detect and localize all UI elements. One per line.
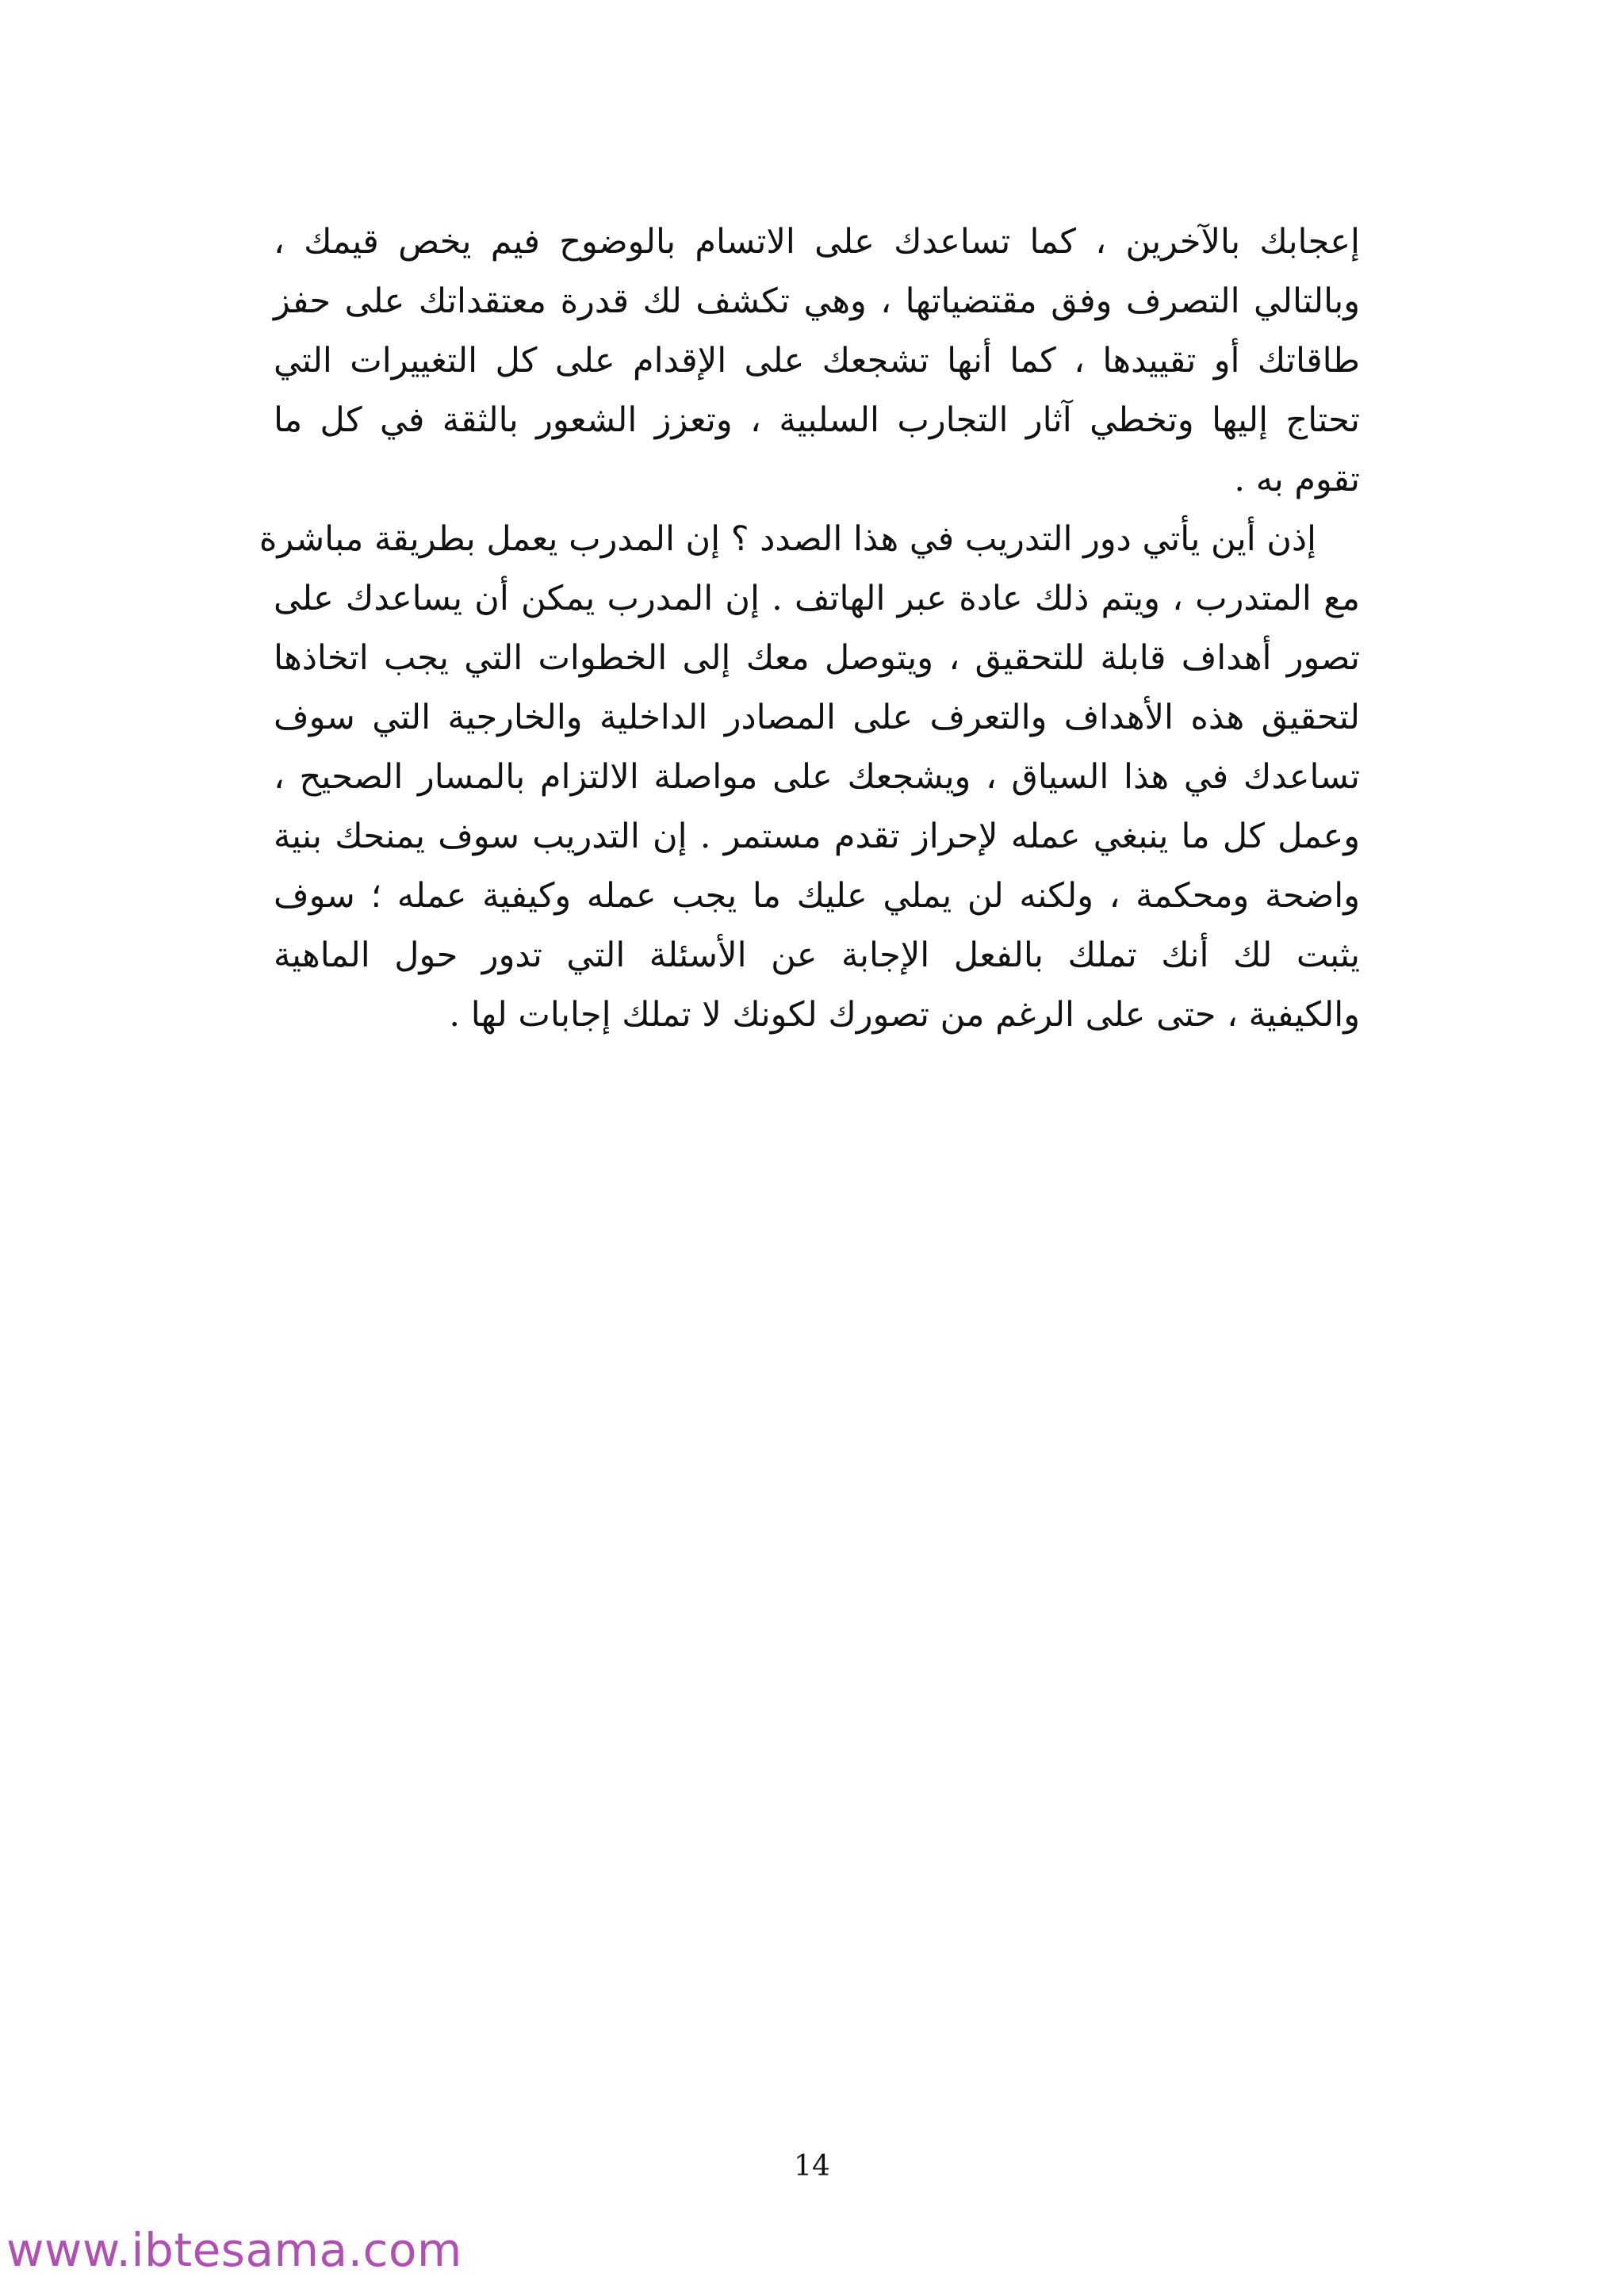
text-line: إعجابك بالآخرين ، كما تساعدك على الاتسام بالوضوح فيم يخص قيمك ، — [274, 222, 1360, 262]
text-line: لتحقيق هذه الأهداف والتعرف على المصادر الداخلية والخارجية التي سوف — [274, 698, 1360, 737]
body-text — [259, 212, 1360, 1045]
text-line: مع المتدرب ، ويتم ذلك عادة عبر الهاتف . إن المدرب يمكن أن يساعدك على — [274, 579, 1360, 618]
text-line: تساعدك في هذا السياق ، ويشجعك على مواصلة الالتزام بالمسار الصحيح ، — [274, 757, 1360, 797]
watermark-url: www.ibtesama.com — [6, 2223, 462, 2277]
paragraph-2 — [259, 510, 1360, 1045]
page-number: 14 — [794, 2150, 830, 2183]
text-line: تصور أهداف قابلة للتحقيق ، ويتوصل معك إلى الخطوات التي يجب اتخاذها — [274, 638, 1360, 678]
text-line: تقوم به . — [1234, 460, 1360, 499]
text-line: تحتاج إليها وتخطي آثار التجارب السلبية ، وتعزز الشعور بالثقة في كل ما — [274, 400, 1360, 440]
paragraph-1 — [274, 212, 1360, 510]
text-line: واضحة ومحكمة ، ولكنه لن يملي عليك ما يجب عمله وكيفية عمله ؛ سوف — [274, 876, 1360, 916]
text-line: وعمل كل ما ينبغي عمله لإحراز تقدم مستمر . إن التدريب سوف يمنحك بنية — [274, 817, 1360, 856]
text-line: والكيفية ، حتى على الرغم من تصورك لكونك لا تملك إجابات لها . — [449, 995, 1360, 1035]
text-line: طاقاتك أو تقييدها ، كما أنها تشجعك على الإقدام على كل التغييرات التي — [274, 341, 1360, 381]
text-line: يثبت لك أنك تملك بالفعل الإجابة عن الأسئلة التي تدور حول الماهية — [274, 936, 1360, 975]
text-line: إذن أين يأتي دور التدريب في هذا الصدد ؟ إن المدرب يعمل بطريقة مباشرة — [259, 519, 1316, 559]
text-line: وبالتالي التصرف وفق مقتضياتها ، وهي تكشف لك قدرة معتقداتك على حفز — [274, 281, 1360, 321]
